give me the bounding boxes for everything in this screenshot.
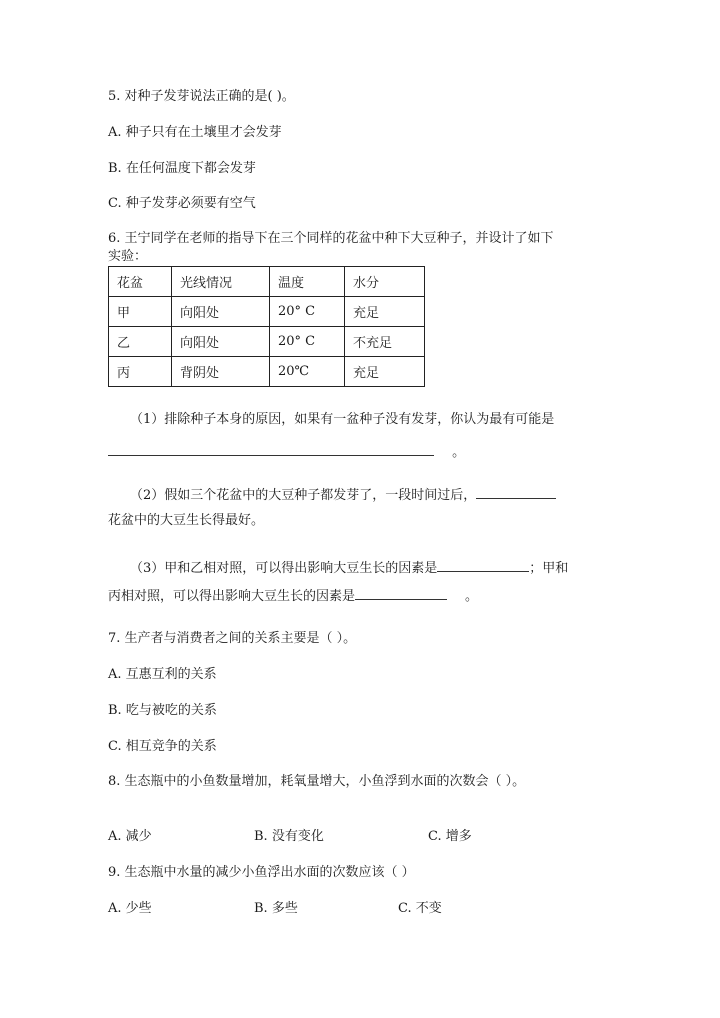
q7-option-a: A. 互惠互利的关系 bbox=[108, 667, 217, 682]
q9-option-b: B. 多些 bbox=[254, 901, 298, 916]
answer-blank[interactable] bbox=[355, 585, 447, 600]
q6-sub1-text: （1）排除种子本身的原因，如果有一盆种子没有发芽，你认为最有可能是 bbox=[130, 412, 555, 427]
q6-sub3-line2 bbox=[108, 585, 478, 606]
answer-blank[interactable] bbox=[108, 441, 434, 456]
q6-sub1-answer-line bbox=[108, 441, 465, 462]
q6-sub2-line1 bbox=[130, 484, 556, 505]
table-row bbox=[109, 297, 425, 327]
q6-sub3-line1 bbox=[130, 557, 568, 578]
table-header-cell: 花盆 bbox=[109, 267, 172, 297]
q6-sub3-text-c: 丙相对照，可以得出影响大豆生长的因素是 bbox=[108, 589, 356, 604]
table-cell: 20° C bbox=[270, 297, 345, 327]
table-cell: 向阳处 bbox=[172, 297, 270, 327]
q6-sub2-line2: 花盆中的大豆生长得最好。 bbox=[108, 513, 265, 528]
q7-option-c: C. 相互竞争的关系 bbox=[108, 739, 217, 754]
table-cell: 充足 bbox=[345, 357, 425, 387]
q9-stem: 9. 生态瓶中水量的减少小鱼浮出水面的次数应该（ ） bbox=[108, 865, 415, 880]
table-header-row bbox=[109, 267, 425, 297]
q8-option-a: A. 减少 bbox=[108, 829, 152, 844]
q5-option-c: C. 种子发芽必须要有空气 bbox=[108, 196, 256, 211]
table-cell: 20℃ bbox=[270, 357, 345, 387]
q5-stem: 5. 对种子发芽说法正确的是( )。 bbox=[108, 89, 295, 104]
table-row bbox=[109, 357, 425, 387]
table-row bbox=[109, 327, 425, 357]
q6-sub2-text: （2）假如三个花盆中的大豆种子都发芽了，一段时间过后， bbox=[130, 488, 477, 503]
q6-stem-line1: 6. 王宁同学在老师的指导下在三个同样的花盆中种下大豆种子，并设计了如下 bbox=[108, 231, 554, 246]
q9-option-c: C. 不变 bbox=[398, 901, 442, 916]
q6-sub1-end: 。 bbox=[452, 445, 466, 460]
table-header-cell: 水分 bbox=[345, 267, 425, 297]
answer-blank[interactable] bbox=[476, 484, 556, 499]
q8-option-b: B. 没有变化 bbox=[254, 829, 324, 844]
answer-blank[interactable] bbox=[437, 557, 529, 572]
q9-option-a: A. 少些 bbox=[108, 901, 152, 916]
q7-option-b: B. 吃与被吃的关系 bbox=[108, 703, 217, 718]
q6-sub3-text-b: ；甲和 bbox=[529, 561, 569, 576]
table-cell: 20° C bbox=[270, 327, 345, 357]
q6-stem-line2: 实验： bbox=[108, 249, 148, 264]
q5-option-b: B. 在任何温度下都会发芽 bbox=[108, 161, 256, 176]
table-cell: 充足 bbox=[345, 297, 425, 327]
table-header-cell: 光线情况 bbox=[172, 267, 270, 297]
q7-stem: 7. 生产者与消费者之间的关系主要是（ ）。 bbox=[108, 631, 357, 646]
table-cell: 丙 bbox=[109, 357, 172, 387]
table-cell: 乙 bbox=[109, 327, 172, 357]
q8-stem: 8. 生态瓶中的小鱼数量增加，耗氧量增大，小鱼浮到水面的次数会（ ）。 bbox=[108, 774, 526, 789]
table-cell: 背阴处 bbox=[172, 357, 270, 387]
table-cell: 甲 bbox=[109, 297, 172, 327]
q5-option-a: A. 种子只有在土壤里才会发芽 bbox=[108, 125, 282, 140]
q6-sub3-end: 。 bbox=[465, 589, 479, 604]
table-cell: 向阳处 bbox=[172, 327, 270, 357]
q6-sub3-text-a: （3）甲和乙相对照，可以得出影响大豆生长的因素是 bbox=[130, 561, 438, 576]
experiment-table bbox=[108, 266, 425, 387]
table-cell: 不充足 bbox=[345, 327, 425, 357]
table-header-cell: 温度 bbox=[270, 267, 345, 297]
q8-option-c: C. 增多 bbox=[428, 829, 472, 844]
